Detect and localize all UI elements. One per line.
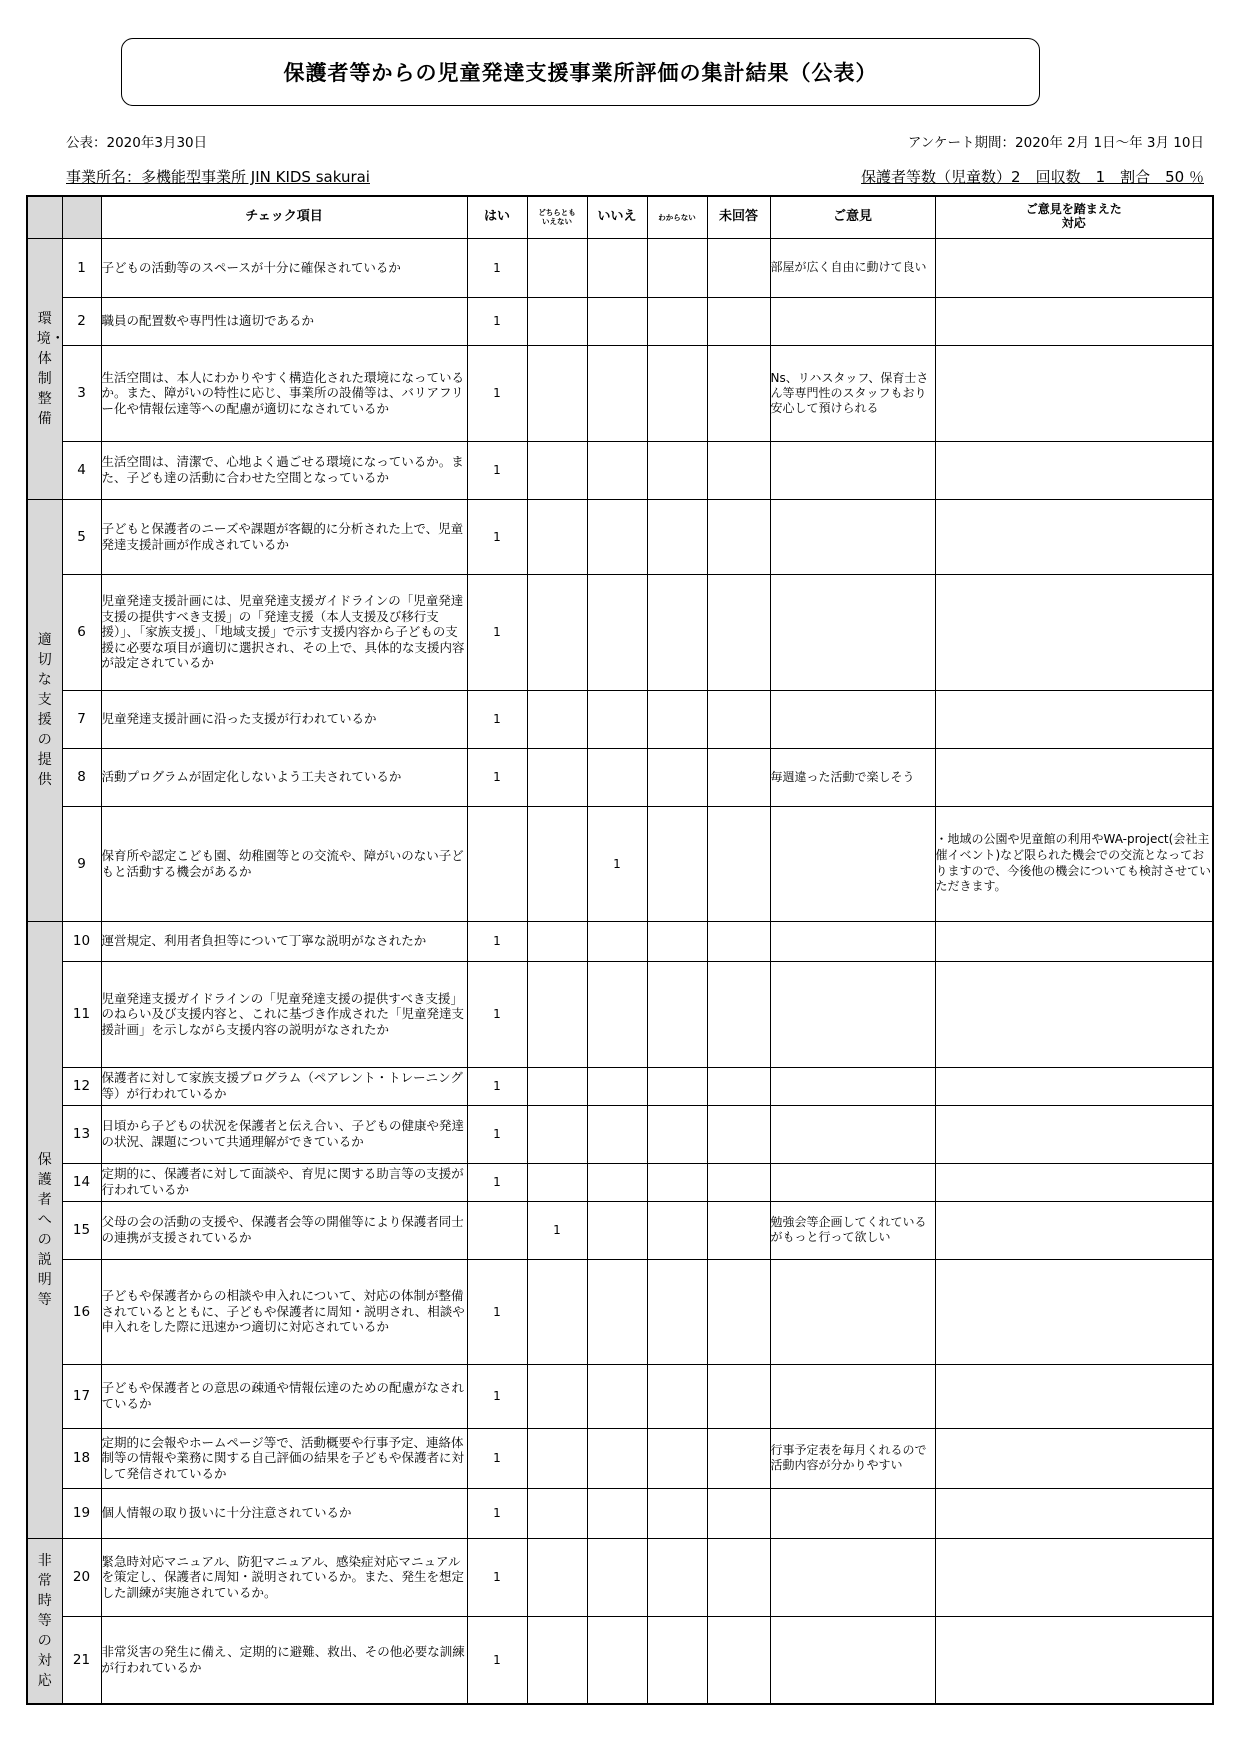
count-no [587,574,647,690]
header-no-answer: 未回答 [707,196,770,238]
opinion-cell [770,574,935,690]
count-unknown [647,1538,707,1616]
row-number: 2 [62,297,101,345]
row-number: 17 [62,1364,101,1428]
count-yes: 1 [467,690,527,748]
count-yes: 1 [467,238,527,297]
category-label [27,921,62,1538]
count-neither [527,1428,587,1488]
count-unknown [647,1428,707,1488]
response-cell [935,574,1213,690]
count-yes: 1 [467,1364,527,1428]
count-no-answer [707,1364,770,1428]
opinion-cell: 行事予定表を毎月くれるので活動内容が分かりやすい [770,1428,935,1488]
response-cell [935,1428,1213,1488]
table-row [27,1428,1213,1488]
check-item: 児童発達支援ガイドラインの「児童発達支援の提供すべき支援」のねらい及び支援内容と、これに基づき作成された「児童発達支援計画」を示しながら支援内容の説明がなされたか [101,961,467,1067]
check-item: 父母の会の活動の支援や、保護者会等の開催等により保護者同士の連携が支援されているか [101,1201,467,1259]
response-cell [935,297,1213,345]
count-no-answer [707,1067,770,1105]
count-no-answer [707,441,770,499]
count-unknown [647,748,707,806]
count-yes: 1 [467,441,527,499]
check-item: 子どもや保護者からの相談や申入れについて、対応の体制が整備されているとともに、子どもや保護者に周知・説明され、相談や申入れをした際に迅速かつ適切に対応されているか [101,1259,467,1364]
check-item: 生活空間は、本人にわかりやすく構造化された環境になっているか。また、障がいの特性に応じ、事業所の設備等は、バリアフリー化や情報伝達等への配慮が適切になされているか [101,345,467,441]
table-row [27,961,1213,1067]
opinion-cell [770,1067,935,1105]
table-row [27,441,1213,499]
response-cell [935,1067,1213,1105]
table-row [27,690,1213,748]
table-row [27,1616,1213,1704]
opinion-cell: 毎週違った活動で楽しそう [770,748,935,806]
check-item: 職員の配置数や専門性は適切であるか [101,297,467,345]
opinion-cell: 部屋が広く自由に動けて良い [770,238,935,297]
header-opinion: ご意見 [770,196,935,238]
opinion-cell [770,1105,935,1163]
response-cell [935,499,1213,574]
count-neither [527,1067,587,1105]
count-unknown [647,238,707,297]
header-category [27,196,62,238]
check-item: 定期的に会報やホームページ等で、活動概要や行事予定、連絡体制等の情報や業務に関する自己評価の結果を子どもや保護者に対して発信されているか [101,1428,467,1488]
table-row [27,806,1213,921]
opinion-cell: Ns、リハスタッフ、保育士さん等専門性のスタッフもおり安心して預けられる [770,345,935,441]
count-unknown [647,1201,707,1259]
count-no-answer [707,499,770,574]
count-unknown [647,961,707,1067]
count-yes: 1 [467,1067,527,1105]
table-row [27,1201,1213,1259]
row-number: 20 [62,1538,101,1616]
opinion-cell [770,499,935,574]
check-item: 児童発達支援計画に沿った支援が行われているか [101,690,467,748]
count-neither [527,499,587,574]
check-item: 子どもや保護者との意思の疎通や情報伝達のための配慮がなされているか [101,1364,467,1428]
count-no [587,1201,647,1259]
response-cell [935,1364,1213,1428]
response-cell [935,441,1213,499]
count-neither [527,1105,587,1163]
header-check-item: チェック項目 [101,196,467,238]
count-neither [527,690,587,748]
count-yes: 1 [467,1105,527,1163]
evaluation-table [26,195,1214,1705]
check-item: 保育所や認定こども園、幼稚園等との交流や、障がいのない子どもと活動する機会があるか [101,806,467,921]
count-yes: 1 [467,1428,527,1488]
opinion-cell [770,297,935,345]
opinion-cell [770,1364,935,1428]
count-no-answer [707,690,770,748]
opinion-cell [770,441,935,499]
office-name: 事業所名：多機能型事業所 JIN KIDS sakurai [66,168,370,186]
count-no-answer [707,1616,770,1704]
count-neither [527,297,587,345]
count-neither [527,961,587,1067]
count-unknown [647,1163,707,1201]
table-row [27,238,1213,297]
count-yes: 1 [467,1163,527,1201]
response-cell [935,1616,1213,1704]
count-yes: 1 [467,297,527,345]
header-neither: どちらとも いえない [527,196,587,238]
count-neither [527,574,587,690]
opinion-cell [770,690,935,748]
check-item: 定期的に、保護者に対して面談や、育児に関する助言等の支援が行われているか [101,1163,467,1201]
table-row [27,921,1213,961]
count-no [587,1538,647,1616]
table-row [27,574,1213,690]
count-no [587,345,647,441]
count-unknown [647,690,707,748]
opinion-cell [770,1163,935,1201]
count-yes: 1 [467,1616,527,1704]
count-yes: 1 [467,345,527,441]
table-row [27,748,1213,806]
count-neither [527,921,587,961]
check-item: 緊急時対応マニュアル、防犯マニュアル、感染症対応マニュアルを策定し、保護者に周知・説明されているか。また、発生を想定した訓練が実施されているか。 [101,1538,467,1616]
opinion-cell [770,1488,935,1538]
row-number: 5 [62,499,101,574]
count-no [587,297,647,345]
table-row [27,1259,1213,1364]
table-row [27,1364,1213,1428]
check-item: 個人情報の取り扱いに十分注意されているか [101,1488,467,1538]
count-neither [527,441,587,499]
table-row [27,1488,1213,1538]
publish-date: 公表：2020年3月30日 [66,135,208,151]
response-cell [935,1105,1213,1163]
count-no-answer [707,921,770,961]
response-cell [935,1163,1213,1201]
count-no [587,1616,647,1704]
table-row [27,1538,1213,1616]
response-cell [935,345,1213,441]
category-label [27,1538,62,1704]
row-number: 9 [62,806,101,921]
table-row [27,297,1213,345]
row-number: 10 [62,921,101,961]
row-number: 11 [62,961,101,1067]
count-no [587,1428,647,1488]
response-cell: ・地域の公園や児童館の利用やWA-project(会社主催イベント)など限られた機会での交流となっておりますので、今後他の機会についても検討させていただきます。 [935,806,1213,921]
count-neither [527,748,587,806]
count-no-answer [707,1105,770,1163]
count-no [587,690,647,748]
count-unknown [647,921,707,961]
count-no [587,1488,647,1538]
count-no [587,1163,647,1201]
row-number: 6 [62,574,101,690]
row-number: 8 [62,748,101,806]
count-no [587,921,647,961]
count-yes [467,806,527,921]
category-label [27,238,65,499]
table-row [27,499,1213,574]
response-cell [935,1201,1213,1259]
response-cell [935,238,1213,297]
count-yes: 1 [467,1259,527,1364]
count-neither [527,1163,587,1201]
count-no-answer [707,574,770,690]
count-yes: 1 [467,1538,527,1616]
response-cell [935,1259,1213,1364]
count-no-answer [707,961,770,1067]
category-text: 環境・体制整備 [36,310,65,427]
count-no [587,1067,647,1105]
check-item: 子どもの活動等のスペースが十分に確保されているか [101,238,467,297]
check-item: 活動プログラムが固定化しないよう工夫されているか [101,748,467,806]
count-no-answer [707,806,770,921]
count-no-answer [707,748,770,806]
count-unknown [647,1364,707,1428]
count-yes: 1 [467,1488,527,1538]
count-neither [527,1364,587,1428]
count-no [587,961,647,1067]
opinion-cell: 勉強会等企画してくれているがもっと行って欲しい [770,1201,935,1259]
count-no [587,499,647,574]
response-cell [935,921,1213,961]
category-text: 適切な支援の提供 [37,632,52,788]
count-neither [527,345,587,441]
table-row [27,1163,1213,1201]
count-yes: 1 [467,574,527,690]
check-item: 日頃から子どもの状況を保護者と伝え合い、子どもの健康や発達の状況、課題について共通理解ができているか [101,1105,467,1163]
opinion-cell [770,1259,935,1364]
header-response: ご意見を踏まえた 対応 [935,196,1213,238]
count-unknown [647,574,707,690]
check-item: 子どもと保護者のニーズや課題が客観的に分析された上で、児童発達支援計画が作成されているか [101,499,467,574]
count-no-answer [707,1538,770,1616]
row-number: 14 [62,1163,101,1201]
count-yes: 1 [467,499,527,574]
table-header-row [27,196,1213,238]
row-number: 15 [62,1201,101,1259]
table-row [27,1067,1213,1105]
count-unknown [647,297,707,345]
count-neither [527,1538,587,1616]
count-unknown [647,1259,707,1364]
opinion-cell [770,1616,935,1704]
header-no: いいえ [587,196,647,238]
count-yes: 1 [467,748,527,806]
response-stats: 保護者等数（児童数）2 回収数 1 割合 50 ％ [861,168,1204,186]
response-cell [935,1488,1213,1538]
row-number: 12 [62,1067,101,1105]
count-neither [527,1488,587,1538]
count-no-answer [707,1201,770,1259]
count-unknown [647,1488,707,1538]
opinion-cell [770,806,935,921]
opinion-cell [770,961,935,1067]
survey-period: アンケート期間：2020年 2月 1日～年 3月 10日 [907,135,1204,151]
count-unknown [647,499,707,574]
row-number: 21 [62,1616,101,1704]
count-no [587,1105,647,1163]
count-no [587,1364,647,1428]
count-unknown [647,441,707,499]
count-yes: 1 [467,921,527,961]
row-number: 4 [62,441,101,499]
check-item: 児童発達支援計画には、児童発達支援ガイドラインの「児童発達支援の提供すべき支援」の「発達支援（本人支援及び移行支援）」、「家族支援」、「地域支援」で示す支援内容から子どもの支援に必要な項目が適切に選択され、その上で、具体的な支援内容が設定されているか [101,574,467,690]
count-yes [467,1201,527,1259]
count-unknown [647,1616,707,1704]
row-number: 3 [62,345,101,441]
count-no-answer [707,1488,770,1538]
category-text: 非常時等の対応 [37,1552,52,1689]
count-neither: 1 [527,1201,587,1259]
response-cell [935,690,1213,748]
table-row [27,345,1213,441]
count-no-answer [707,297,770,345]
check-item: 運営規定、利用者負担等について丁寧な説明がなされたか [101,921,467,961]
row-number: 18 [62,1428,101,1488]
count-neither [527,238,587,297]
row-number: 16 [62,1259,101,1364]
table-row [27,1105,1213,1163]
count-unknown [647,1067,707,1105]
row-number: 19 [62,1488,101,1538]
count-unknown [647,1105,707,1163]
count-neither [527,1616,587,1704]
row-number: 7 [62,690,101,748]
count-no-answer [707,1163,770,1201]
count-neither [527,1259,587,1364]
count-no [587,441,647,499]
page-title: 保護者等からの児童発達支援事業所評価の集計結果（公表） [121,38,1040,106]
count-no-answer [707,1428,770,1488]
count-no-answer [707,345,770,441]
count-no-answer [707,238,770,297]
count-neither [527,806,587,921]
response-cell [935,961,1213,1067]
check-item: 生活空間は、清潔で、心地よく過ごせる環境になっているか。また、子ども達の活動に合わせた空間となっているか [101,441,467,499]
count-no-answer [707,1259,770,1364]
check-item: 非常災害の発生に備え、定期的に避難、救出、その他必要な訓練が行われているか [101,1616,467,1704]
category-label [27,499,62,921]
opinion-cell [770,1538,935,1616]
category-text: 保護者への説明等 [37,1151,52,1308]
header-unknown: わからない [647,196,707,238]
check-item: 保護者に対して家族支援プログラム（ペアレント・トレーニング等）が行われているか [101,1067,467,1105]
response-cell [935,748,1213,806]
header-yes: はい [467,196,527,238]
count-unknown [647,345,707,441]
header-number [62,196,101,238]
count-no: 1 [587,806,647,921]
row-number: 13 [62,1105,101,1163]
count-no [587,238,647,297]
count-no [587,748,647,806]
row-number: 1 [62,238,101,297]
count-no [587,1259,647,1364]
count-yes: 1 [467,961,527,1067]
count-unknown [647,806,707,921]
opinion-cell [770,921,935,961]
response-cell [935,1538,1213,1616]
